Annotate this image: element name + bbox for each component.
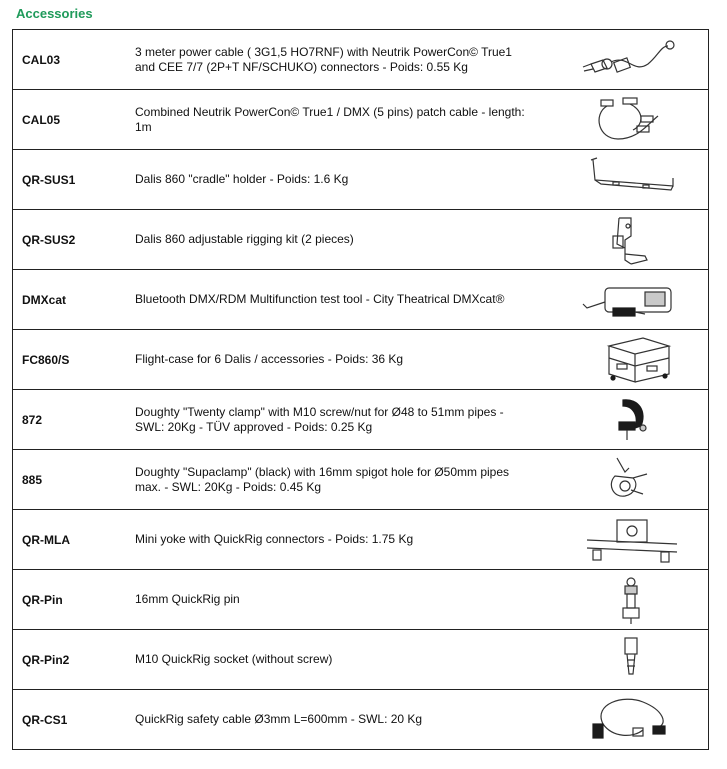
item-description: 16mm QuickRig pin — [135, 592, 240, 606]
item-description: Combined Neutrik PowerCon© True1 / DMX (5 pins) patch cable - length: 1m — [135, 104, 525, 134]
table-row — [13, 390, 708, 450]
table-row — [13, 330, 708, 390]
item-description: Doughty "Supaclamp" (black) with 16mm spigot hole for Ø50mm pipes max. - SWL: 20Kg - Poids: 0.45 Kg — [135, 464, 510, 494]
item-description: QuickRig safety cable Ø3mm L=600mm - SWL: 20 Kg — [135, 712, 423, 726]
item-code: CAL05 — [22, 112, 61, 127]
power-cable-icon — [573, 34, 683, 86]
supaclamp-icon — [573, 454, 683, 506]
item-code: DMXcat — [22, 292, 67, 307]
table-row — [13, 90, 708, 150]
quickrig-socket-icon — [573, 634, 683, 686]
table-row — [13, 150, 708, 210]
item-code: QR-MLA — [22, 532, 70, 547]
item-description: Doughty "Twenty clamp" with M10 screw/nut for Ø48 to 51mm pipes - SWL: 20Kg - TÜV approved - Poids: 0.25 Kg — [135, 404, 504, 434]
item-description: 3 meter power cable ( 3G1,5 HO7RNF) with Neutrik PowerCon© True1 and CEE 7/7 (2P+T NF/SCHUKO) connectors - Poids: 0.55 Kg — [135, 44, 512, 74]
item-description: Dalis 860 "cradle" holder - Poids: 1.6 Kg — [135, 172, 349, 186]
table-row — [13, 690, 708, 750]
mini-yoke-icon — [573, 514, 683, 566]
item-code: QR-SUS2 — [22, 232, 76, 247]
twenty-clamp-icon — [573, 394, 683, 446]
item-description: Bluetooth DMX/RDM Multifunction test tool - City Theatrical DMXcat® — [135, 292, 505, 306]
item-code: 885 — [22, 472, 43, 487]
item-description: M10 QuickRig socket (without screw) — [135, 652, 333, 666]
accessories-table — [12, 29, 709, 750]
quickrig-pin-icon — [573, 574, 683, 626]
item-code: QR-Pin — [22, 592, 63, 607]
item-code: QR-CS1 — [22, 712, 68, 727]
table-row — [13, 30, 708, 90]
item-code: QR-SUS1 — [22, 172, 76, 187]
item-code: QR-Pin2 — [22, 652, 70, 667]
safety-cable-icon — [573, 694, 683, 746]
section-heading: Accessories — [16, 6, 93, 21]
item-code: FC860/S — [22, 352, 70, 367]
patch-cable-icon — [573, 94, 683, 146]
table-row — [13, 630, 708, 690]
dmxcat-tool-icon — [573, 274, 683, 326]
table-row — [13, 570, 708, 630]
item-code: CAL03 — [22, 52, 61, 67]
flight-case-icon — [573, 334, 683, 386]
item-code: 872 — [22, 412, 43, 427]
cradle-holder-icon — [573, 154, 683, 206]
item-description: Mini yoke with QuickRig connectors - Poids: 1.75 Kg — [135, 532, 414, 546]
table-row — [13, 450, 708, 510]
table-row — [13, 210, 708, 270]
table-row — [13, 270, 708, 330]
item-description: Flight-case for 6 Dalis / accessories - Poids: 36 Kg — [135, 352, 404, 366]
rigging-kit-icon — [573, 214, 683, 266]
item-description: Dalis 860 adjustable rigging kit (2 pieces) — [135, 232, 354, 246]
table-row — [13, 510, 708, 570]
